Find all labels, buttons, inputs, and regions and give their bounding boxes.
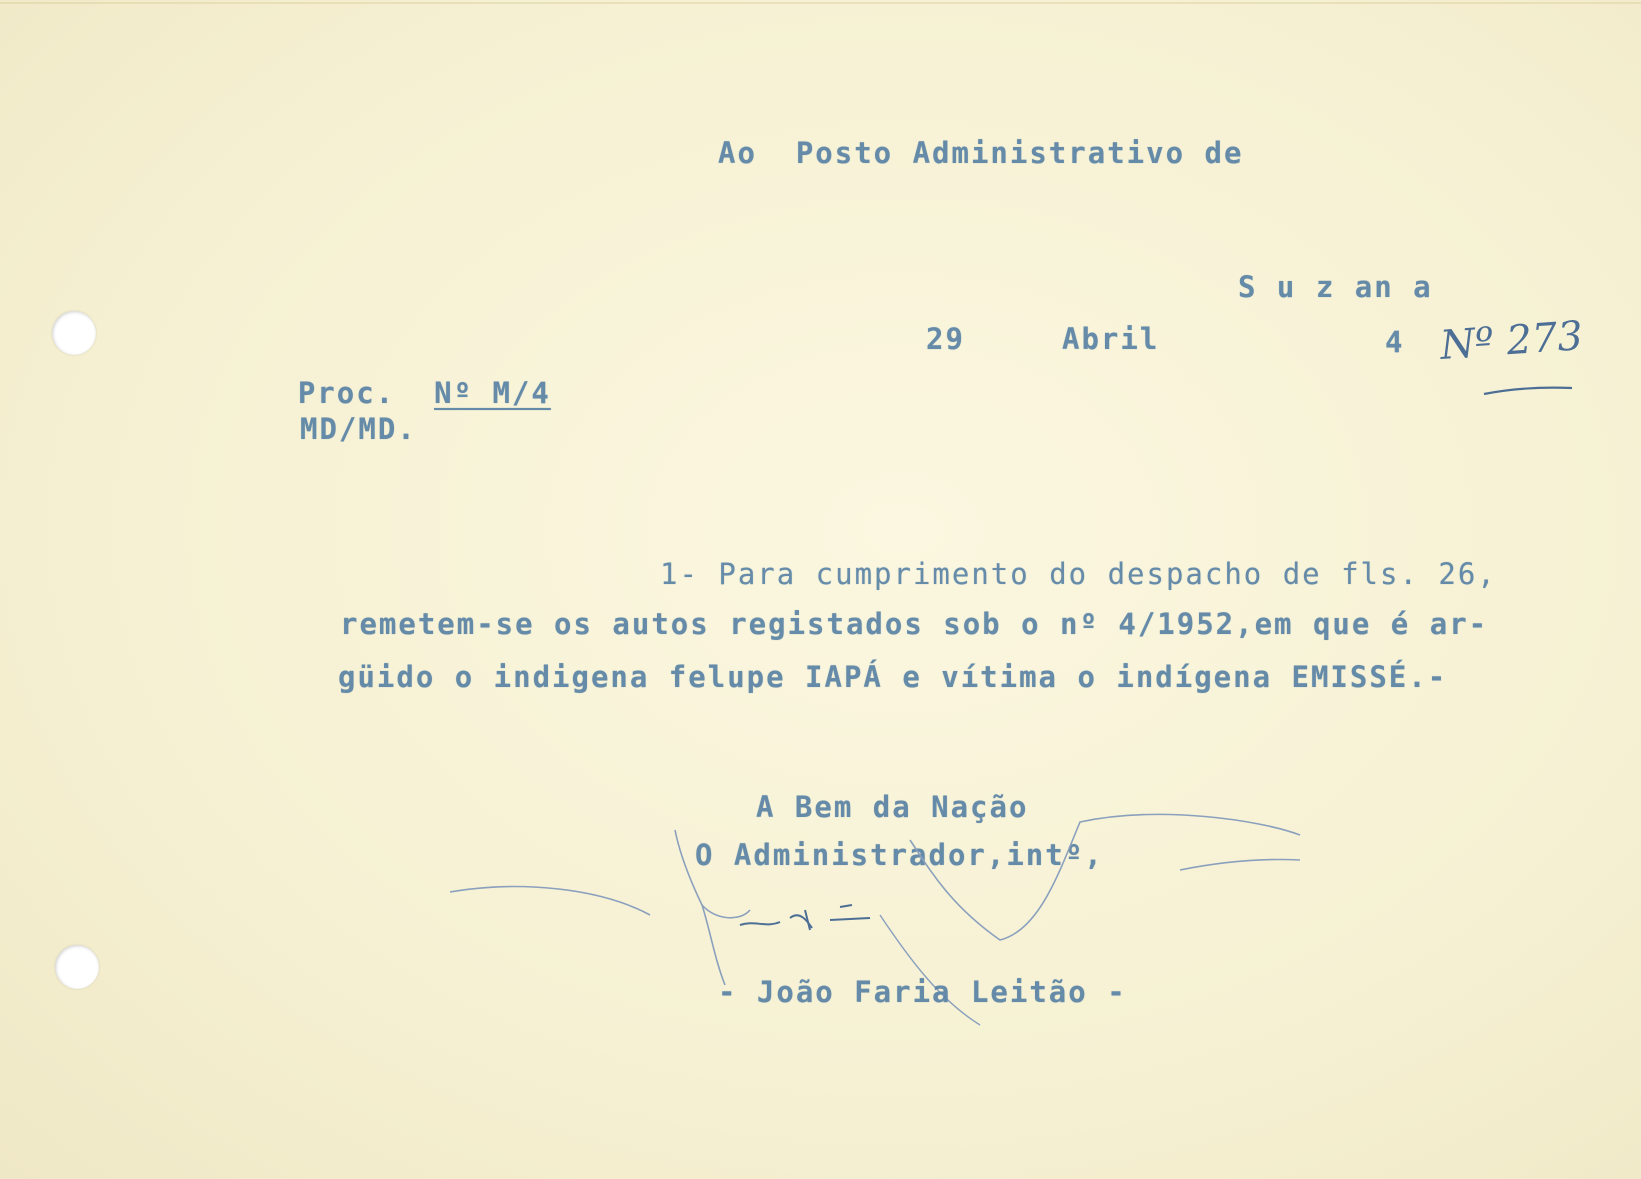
- body-line-1: 1- Para cumprimento do despacho de fls. 26,: [660, 557, 1497, 591]
- punch-hole-bottom: [55, 945, 99, 989]
- proc-number: Nº M/4: [434, 376, 551, 410]
- punch-hole-top: [52, 311, 96, 355]
- date-year-fragment: 4: [1385, 325, 1405, 359]
- body-line-3: güido o indigena felupe IAPÁ e vítima o indígena EMISSÉ.-: [338, 660, 1448, 694]
- initials: MD/MD.: [300, 412, 417, 446]
- handwritten-number: Nº 273: [1438, 313, 1585, 369]
- closing-salutation: A Bem da Nação: [756, 790, 1029, 824]
- administrator-title: O Administrador,intº,: [695, 838, 1104, 872]
- handwritten-underline: [1480, 380, 1575, 400]
- paper-edge: [0, 2, 1641, 4]
- body-line-2: remetem-se os autos registados sob o nº 4/1952,em que é ar-: [340, 607, 1489, 641]
- signatory-name: - João Faria Leitão -: [718, 975, 1127, 1009]
- proc-label: Proc.: [297, 376, 396, 410]
- addressee-line: Ao Posto Administrativo de: [718, 136, 1244, 170]
- location-suzana: S u z an a: [1238, 270, 1433, 304]
- date-month: Abril: [1062, 322, 1160, 356]
- date-day: 29: [926, 322, 965, 356]
